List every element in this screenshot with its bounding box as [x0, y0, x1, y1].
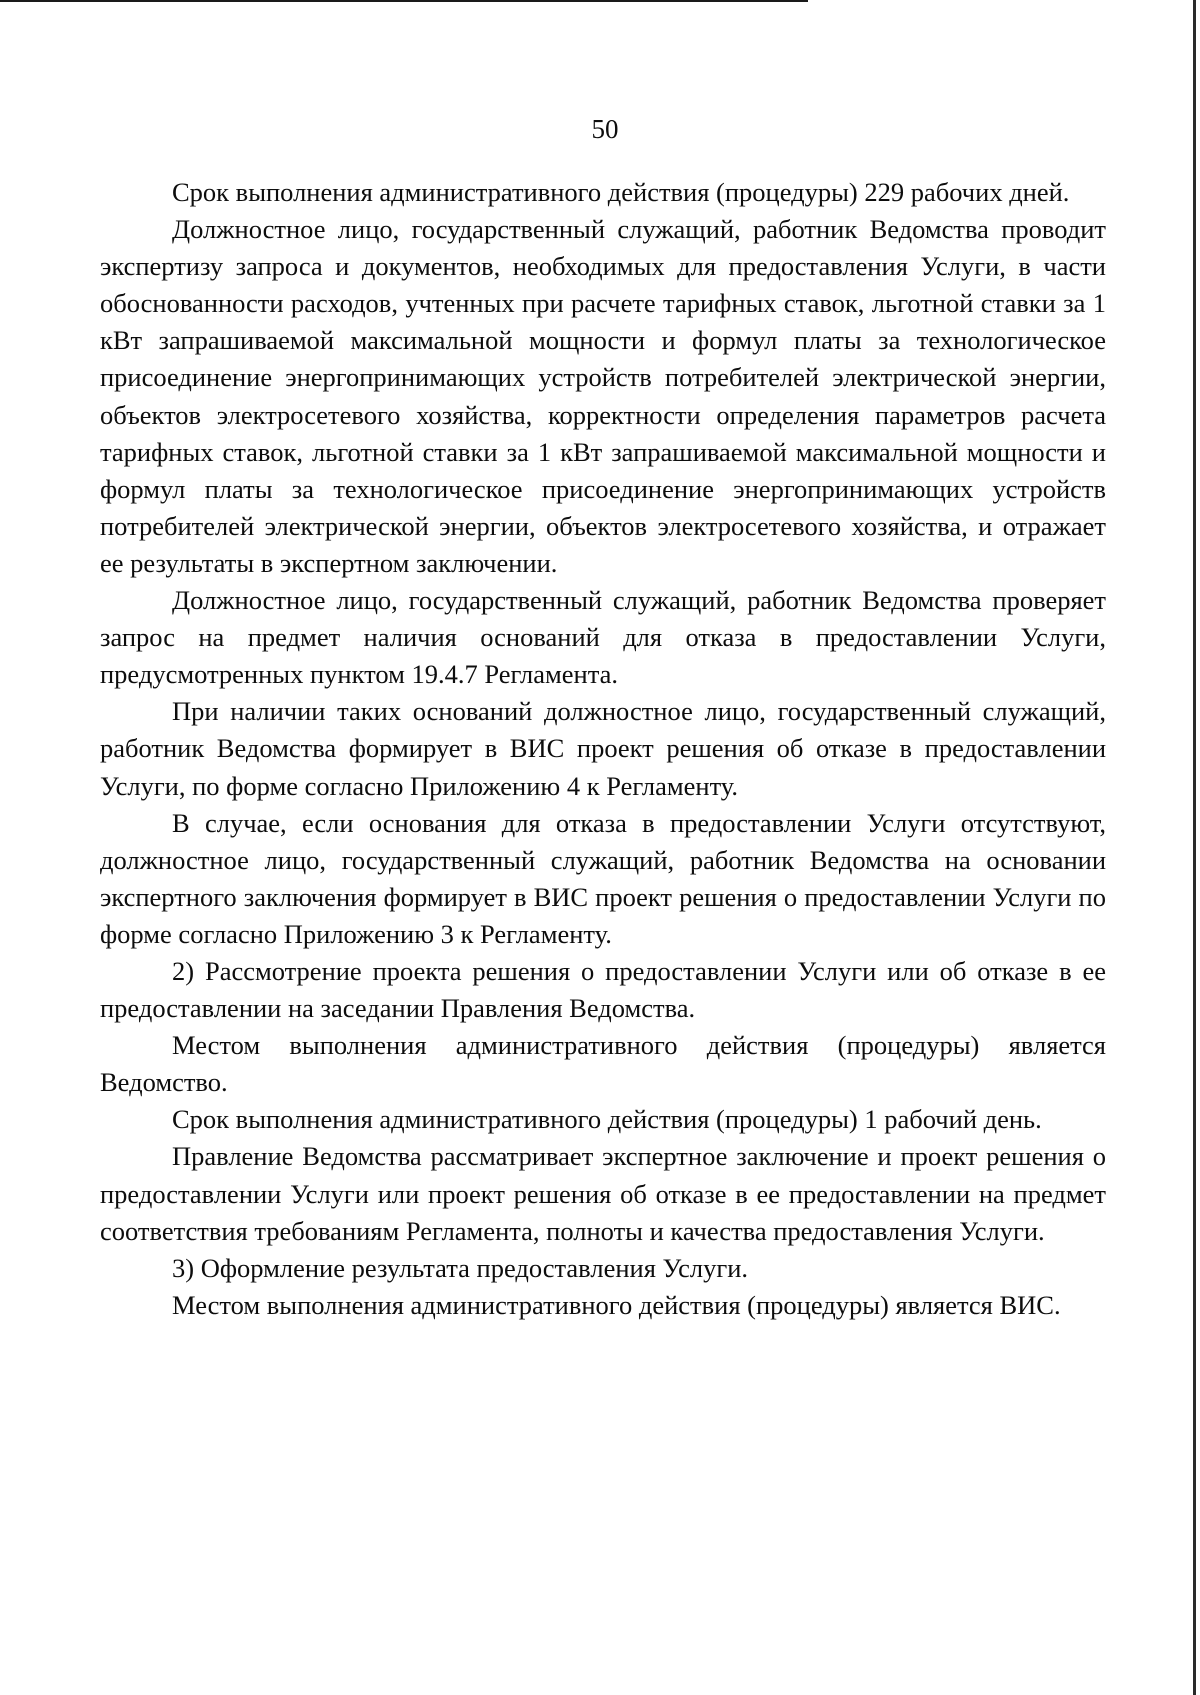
paragraph-refusal-draft: При наличии таких оснований должностное лицо, государственный служащий, работник Ведомства формирует в ВИС проект решения об отказе в предоставлении Услуги, по форме согласно Приложению 4 к Регламенту.	[100, 696, 1106, 801]
paragraph-board-review: Правление Ведомства рассматривает экспертное заключение и проект решения о предоставлении Услуги или проект решения об отказе в ее предоставлении на предмет соответствия требованиям Регламента, полноты и качества предоставления Услуги.	[100, 1141, 1106, 1246]
paragraph-deadline-229-days: Срок выполнения административного действия (процедуры) 229 рабочих дней.	[172, 177, 1070, 207]
scan-border-right	[1193, 0, 1196, 1695]
paragraph-place-vis: Местом выполнения административного действия (процедуры) является ВИС.	[172, 1289, 1061, 1320]
paragraph-deadline-1-day: Срок выполнения административного действия (процедуры) 1 рабочий день.	[172, 1104, 1042, 1135]
document-body	[100, 174, 1106, 1324]
paragraph-check-refusal-grounds: Должностное лицо, государственный служащий, работник Ведомства проверяет запрос на предмет наличия оснований для отказа в предоставлении Услуги, предусмотренных пунктом 19.4.7 Регламента.	[100, 585, 1106, 690]
scan-border-top	[0, 0, 808, 2]
paragraph-grant-draft: В случае, если основания для отказа в предоставлении Услуги отсутствуют, должностное лицо, государственный служащий, работник Ведомства на основании экспертного заключения формирует в ВИС проект решения о предоставлении Услуги по форме согласно Приложению 3 к Регламенту.	[100, 807, 1106, 949]
paragraph-place-vedomstvo: Местом выполнения административного действия (процедуры) является Ведомство.	[100, 1030, 1106, 1098]
paragraph-step-3-heading: 3) Оформление результата предоставления Услуги.	[172, 1252, 748, 1283]
paragraph-step-2-heading: 2) Рассмотрение проекта решения о предоставлении Услуги или об отказе в ее предоставлении на заседании Правления Ведомства.	[100, 955, 1106, 1024]
page-number: 50	[591, 114, 619, 144]
paragraph-expert-review: Должностное лицо, государственный служащий, работник Ведомства проводит экспертизу запроса и документов, необходимых для предоставления Услуги, в части обоснованности расходов, учтенных при расчете тарифных ставок, льготной ставки за 1 кВт запрашиваемой максимальной мощности и формул платы за технологическое присоединение энергопринимающих устройств потребителей электрической энергии, объектов электросетевого хозяйства, корректности определения параметров расчета тарифных ставок, льготной ставки за 1 кВт запрашиваемой максимальной мощности и формул платы за технологическое присоединение энергопринимающих устройств потребителей электрической энергии, объектов электросетевого хозяйства, и отражает ее результаты в экспертном заключении.	[100, 214, 1106, 578]
